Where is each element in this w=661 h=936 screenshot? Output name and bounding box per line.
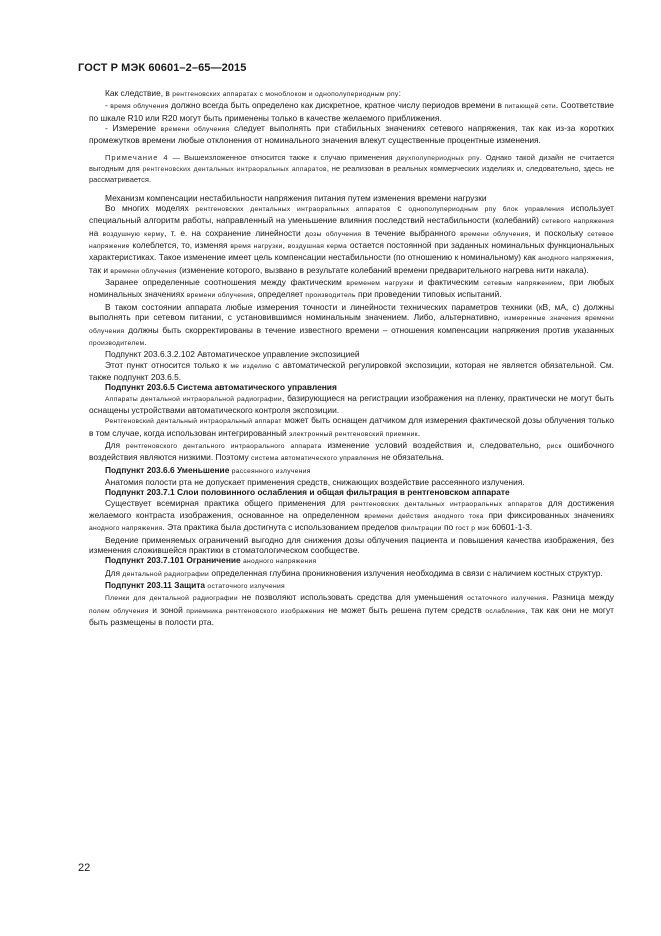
paragraph-gap xyxy=(89,146,614,154)
term-text: производитель xyxy=(305,292,356,300)
body-text: В таком состоянии аппарата любые измерения точности и линейности технических параметров техники (кВ, мА, с) должны выполнять при сетевом питании, с установившимся номинальным значением. Либо, альтернативно, xyxy=(89,301,614,323)
paragraph xyxy=(89,360,614,383)
body-text: - Измерение xyxy=(105,123,161,134)
paragraph xyxy=(89,555,614,567)
term-text: остаточного излучения xyxy=(467,595,547,603)
body-text: для достижения желаемого контраста изображения, основанное на определенном xyxy=(89,497,614,520)
heading-text: Подпункт 203.7.1 Слои половинного ослабления и общая фильтрация в рентгеновском аппарате xyxy=(105,487,510,498)
term-text: питающей сети xyxy=(504,103,556,111)
term-text: Аппараты дентальной интраоральной радиографии xyxy=(105,395,282,403)
body-text: , не реализован в реальных коммерческих изделиях и, следовательно, здесь не рассматривается. xyxy=(89,164,614,185)
term-text: дозы облучения xyxy=(305,230,362,238)
body-text: колеблется, то, изменяя xyxy=(129,240,231,251)
heading-text: Подпункт 203.6.5 Система автоматического управления xyxy=(105,382,337,393)
term-text: сетевое напряжение xyxy=(89,230,614,251)
page-number: 22 xyxy=(78,862,91,874)
body-text: Существует всемирная практика общего применения для xyxy=(105,497,351,508)
body-text: может быть оснащен датчиком для измерения фактической дозы облучения только в том случае, когда использован интегрированный xyxy=(89,415,614,438)
body-text: 60601-1-3. xyxy=(489,522,533,533)
heading-text: Подпункт 203.7.101 Ограничение xyxy=(105,555,244,566)
paragraph xyxy=(89,580,614,592)
body-text: следует выполнять при стабильных значениях сетевого напряжения, так как из-за коротких промежутков времени любые отклонения от номинального значения влекут существенные процентные изменения. xyxy=(89,123,614,146)
term-text: электронный рентгеновский приемник xyxy=(289,430,418,438)
term-text: ме изделию xyxy=(230,362,272,370)
term-text: рассеянного излучения xyxy=(231,467,311,475)
note-label: Примечание 4 xyxy=(105,153,169,163)
body-text: . Разница между xyxy=(546,592,614,603)
paragraph xyxy=(89,100,614,123)
body-text: , xyxy=(282,240,288,251)
body-text: , так как они не могут быть размещены в полости рта. xyxy=(89,604,615,628)
term-text: производителем xyxy=(89,339,145,347)
body-text: определенная глубина проникновения излучения необходима в связи с наличием костных структур. xyxy=(209,567,603,578)
term-text: времени облучения xyxy=(110,267,177,275)
term-text: фильтрации xyxy=(400,525,442,533)
body-text: . Эта практика была достигнута с использованием пределов xyxy=(162,522,401,533)
note-paragraph xyxy=(89,153,614,185)
paragraph xyxy=(89,415,614,440)
body-text: не обязательна. xyxy=(378,452,444,463)
term-text: времени облучения xyxy=(160,126,230,134)
paragraph xyxy=(89,302,614,349)
body-text: должно всегда быть определено как дискретное, кратное числу периодов времени в xyxy=(168,100,505,111)
paragraph xyxy=(89,349,614,359)
body-text: , определяет xyxy=(253,289,306,300)
document-body xyxy=(89,88,614,627)
term-text: рентгеновских аппаратах с моноблоком и однополупериодным рпу xyxy=(172,91,399,98)
term-text: рентгеновских дентальных интраоральных аппаратов xyxy=(195,206,391,214)
body-text: - xyxy=(105,100,111,111)
term-text: анодного напряжения xyxy=(538,255,612,263)
term-text: приемника рентгеновского изображения xyxy=(186,607,325,615)
paragraph xyxy=(89,88,614,100)
body-text: использует специальный алгоритм работы, направленный на уменьшение влияния последствий нестабильности (колебаний) xyxy=(89,203,614,226)
term-text: время облучения xyxy=(110,103,169,111)
body-text: по xyxy=(441,522,456,533)
body-text: Анатомия полости рта не допускает применения средств, снижающих воздействие рассеянного излучения. xyxy=(105,476,525,487)
body-text: Для xyxy=(105,567,123,578)
body-text: , базирующиеся на регистрации изображения на пленку, практически не могут быть оснащены устройствами автоматического контроля экспозиции. xyxy=(89,392,615,415)
body-text: и фактическим xyxy=(413,277,484,288)
body-text: с автоматической регулировкой экспозиции, которая не является обязательной. См. также подпункт 203.6.5. xyxy=(89,359,614,382)
term-text: анодного напряжения xyxy=(243,558,317,566)
body-text: Механизм компенсации нестабильности напряжения питания путем изменения времени нагрузки xyxy=(105,192,487,203)
term-text: система автоматического управления xyxy=(251,455,379,463)
body-text: , т. е. на сохранение линейности xyxy=(164,227,306,238)
term-text: гост р мэк xyxy=(455,525,490,533)
heading-text: Подпункт 203.11 Защита xyxy=(105,580,208,591)
term-text: рентгеновских дентальных интраоральных аппаратов xyxy=(142,166,327,174)
body-text: изменение условий воздействия и, следовательно, xyxy=(321,439,547,450)
term-text: риск xyxy=(546,442,562,450)
body-text: не позволяют использовать средства для уменьшения xyxy=(237,592,468,603)
term-text: времени облучения xyxy=(460,230,529,238)
body-text: (изменение которого, вызвано в результате колебаний времени предварительного нагрева нити накала). xyxy=(176,264,589,275)
term-text: воздушную керму xyxy=(102,230,165,238)
term-text: сетевого напряжения xyxy=(541,218,615,226)
paragraph xyxy=(89,123,614,146)
body-text: : xyxy=(398,88,401,98)
paragraph xyxy=(89,277,614,302)
term-text: сетевым напряжением xyxy=(483,280,563,288)
body-text: при проведении типовых испытаний. xyxy=(355,289,502,300)
paragraph xyxy=(89,592,614,627)
term-text: однополупериодным рпу блок управления xyxy=(408,206,565,214)
body-text: Этот пункт относится только к xyxy=(105,359,231,370)
paragraph xyxy=(89,487,614,497)
term-text: двухполупериодных рпу xyxy=(396,155,480,163)
document-header: ГОСТ Р МЭК 60601–2–65—2015 xyxy=(78,62,247,74)
paragraph xyxy=(89,465,614,477)
body-text: Подпункт 203.6.3.2.102 Автоматическое управление экспозицией xyxy=(105,349,360,360)
body-text: Во многих моделях xyxy=(105,203,196,214)
body-text: ошибочного воздействия являются низкими. Поэтому xyxy=(89,439,615,463)
paragraph xyxy=(89,535,614,556)
body-text: Заранее определенные соотношения между фактическим xyxy=(105,277,347,288)
body-text: , и поскольку xyxy=(528,227,588,238)
paragraph xyxy=(89,498,614,535)
body-text: должны быть скорректированы в течение известного времени – отношения компенсации напряжения против указанных xyxy=(124,324,614,335)
paragraph-gap xyxy=(89,185,614,193)
term-text: дентальной радиографии xyxy=(122,570,210,578)
body-text: Для xyxy=(105,439,126,450)
term-text: Пленки для дентальной радиографии xyxy=(105,595,238,603)
body-text: Ведение применяемых ограничений выгодно для снижения дозы облучения пациента и повышения качества изображения, без изменения сложившейся практики в стоматологическом сообществе. xyxy=(89,534,614,556)
paragraph xyxy=(89,440,614,465)
body-text: остается постоянной при заданных номинальных функциональных характеристиках. Такое изменение имеет цель компенсации нестабильности (по отношению к номинальному) как xyxy=(89,240,614,263)
body-text: в течение выбранного xyxy=(361,227,461,238)
paragraph xyxy=(89,193,614,203)
body-text: , при любых номинальных значениях xyxy=(89,277,614,300)
term-text: ослабления xyxy=(485,607,526,615)
paragraph xyxy=(89,203,614,277)
term-text: временем нагрузки xyxy=(346,280,414,288)
body-text: . xyxy=(144,336,147,347)
paragraph xyxy=(89,382,614,392)
body-text: при фиксированных значениях xyxy=(483,510,614,520)
body-text: на xyxy=(89,227,103,238)
body-text: не может быть решена путем средств xyxy=(324,604,486,615)
body-text: . Соответствие по шкале R10 или R20 могут быть применены только в качестве желаемого приближения. xyxy=(89,100,614,123)
body-text: . xyxy=(417,427,421,438)
body-text: — Вышеизложенное относится также к случаю применения xyxy=(168,153,397,163)
term-text: измеренные значения времени облучения xyxy=(89,315,614,335)
body-text: , так и xyxy=(89,252,614,275)
term-text: рентгеновских дентальных интраоральных аппаратов xyxy=(350,500,543,508)
term-text: время нагрузки xyxy=(230,243,283,251)
heading-text: Подпункт 203.6.6 Уменьшение xyxy=(105,464,232,475)
term-text: остаточного излучения xyxy=(207,583,285,591)
term-text: времени действия анодного тока xyxy=(364,513,484,520)
paragraph xyxy=(89,477,614,487)
body-text: Как следствие, в xyxy=(105,88,173,98)
paragraph xyxy=(89,568,614,580)
term-text: воздушная керма xyxy=(287,243,348,251)
body-text: с xyxy=(390,203,409,214)
term-text: анодного напряжения xyxy=(89,525,163,533)
paragraph xyxy=(89,393,614,416)
body-text: . Однако такой дизайн не считается выгодным для xyxy=(89,153,615,174)
term-text: рентгеновского дентального интраорального аппарата xyxy=(125,442,322,450)
body-text: и зоной xyxy=(148,604,187,615)
term-text: времени облучения xyxy=(186,292,254,300)
term-text: Рентгеновский дентальный интраоральный аппарат xyxy=(105,418,282,426)
term-text: полем облучения xyxy=(89,607,149,615)
